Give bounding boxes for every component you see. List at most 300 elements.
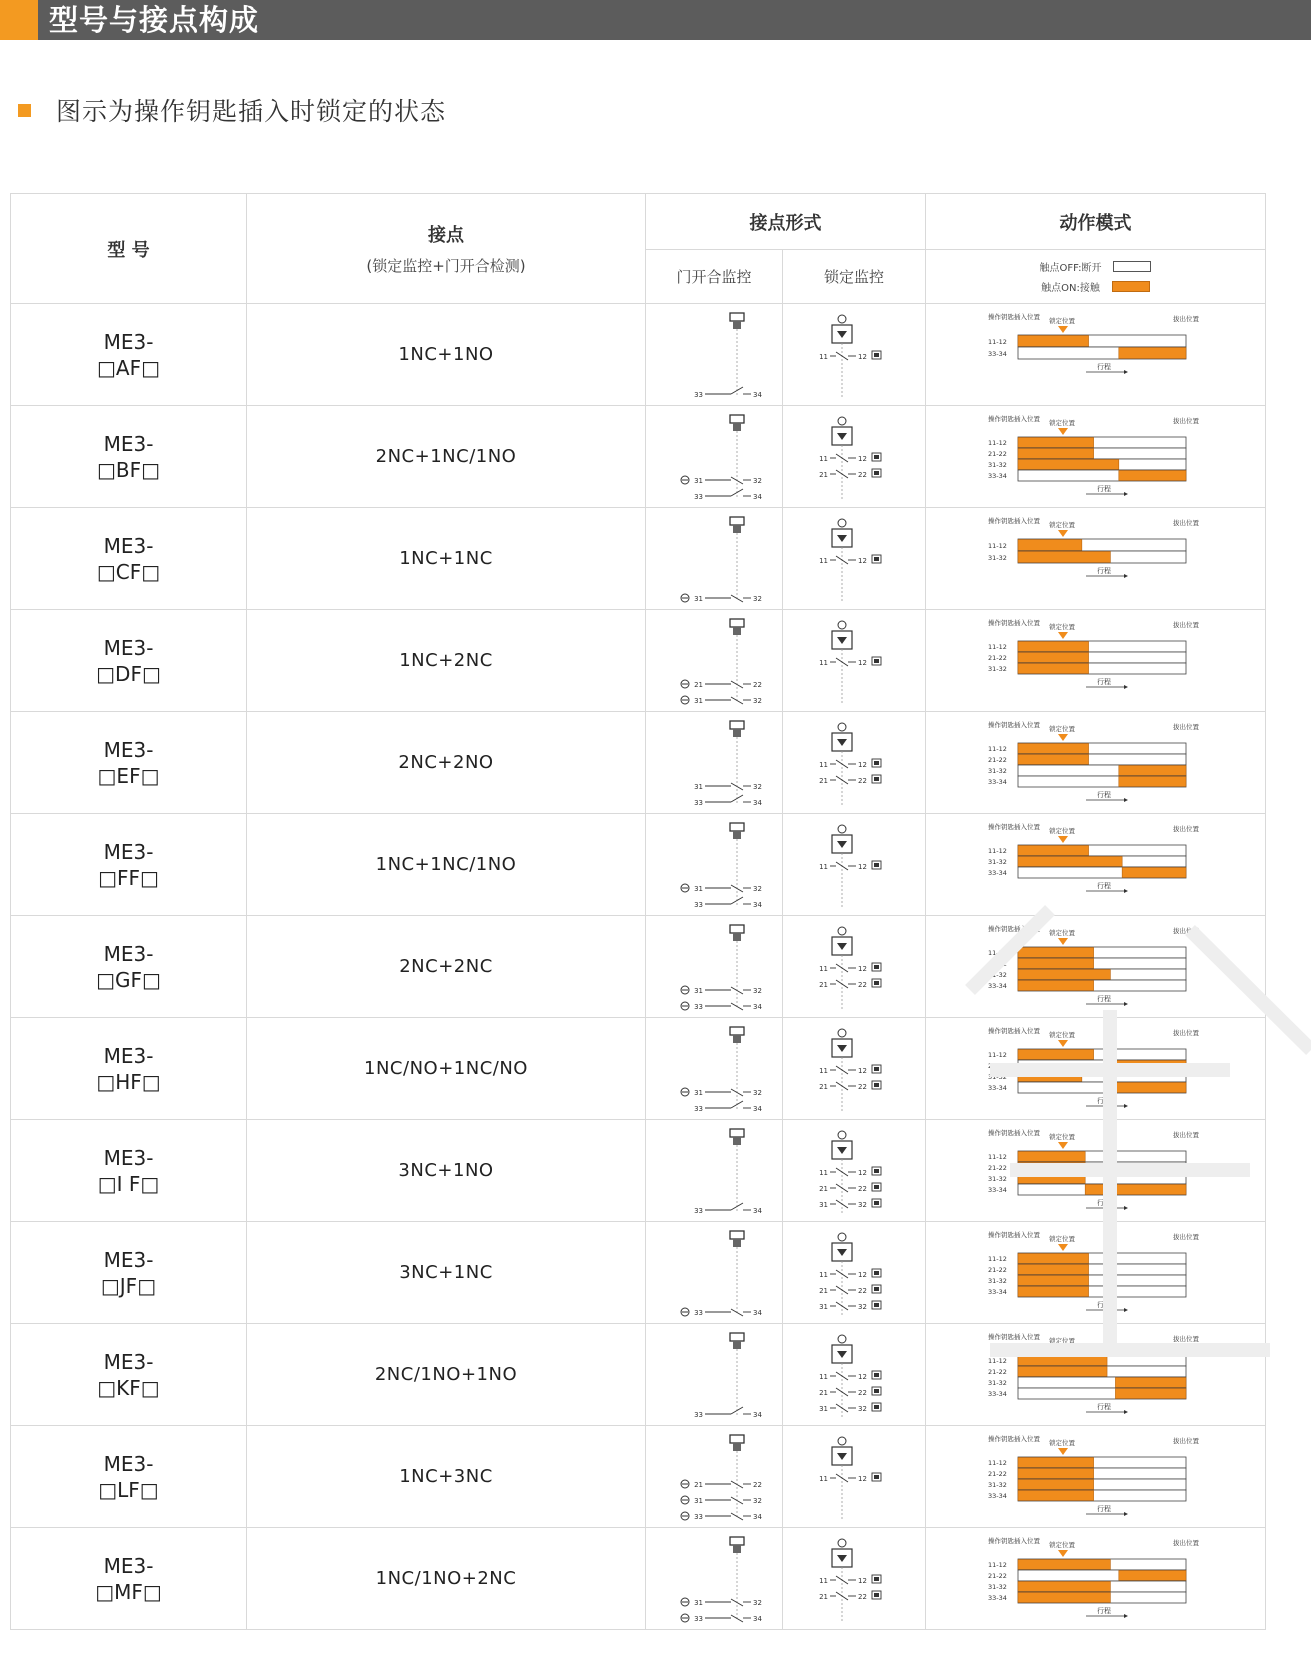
terminal-label: 33	[694, 1104, 703, 1113]
timing-row	[988, 969, 1186, 980]
on-bar	[1018, 1071, 1082, 1081]
door-diagram-cell	[646, 1426, 783, 1528]
timing-row	[988, 652, 1186, 663]
key-head-icon	[730, 1027, 744, 1035]
lock-contact	[819, 1387, 881, 1397]
terminal-label: 11	[819, 1168, 828, 1177]
model-code: □BF□	[96, 457, 161, 482]
pull-position-label: 拔出位置	[1172, 518, 1199, 527]
pull-position-label: 拔出位置	[1172, 926, 1199, 935]
lock-position-label: 锁定位置	[1048, 418, 1075, 427]
terminal-label: 31	[694, 696, 703, 705]
contact-pair-label: 33-34	[987, 1491, 1007, 1500]
lock-position-label: 锁定位置	[1048, 724, 1075, 733]
on-bar	[1018, 448, 1094, 458]
key-shaft-icon	[733, 1035, 741, 1043]
title-accent	[0, 0, 38, 40]
contact-pair-label: 33-34	[987, 1185, 1007, 1194]
key-shaft-icon	[733, 1443, 741, 1451]
timing-chart	[986, 1329, 1206, 1421]
door-contact	[694, 489, 762, 501]
insert-position-label: 操作钥匙插入位置	[987, 1026, 1040, 1035]
arrow-right-icon	[1124, 1614, 1128, 1618]
terminal-label: 22	[858, 1592, 867, 1601]
contact-pair-label: 11-12	[987, 642, 1007, 651]
lock-position-marker-icon	[1058, 326, 1068, 333]
on-bar	[1118, 470, 1185, 480]
table-row	[11, 916, 1266, 1018]
terminal-label: 33	[694, 798, 703, 807]
timing-chart	[986, 309, 1206, 401]
table-row	[11, 1426, 1266, 1528]
contact-config: 1NC+1NC/1NO	[375, 854, 517, 875]
model-code: □DF□	[96, 661, 161, 686]
indicator-lamp-icon	[838, 315, 846, 323]
timing-row	[988, 539, 1186, 551]
lock-contact	[819, 963, 881, 973]
door-contact	[694, 1407, 762, 1419]
door-contact	[681, 680, 762, 689]
header-form-door: 门开合监控	[646, 250, 783, 304]
terminal-label: 32	[753, 1598, 762, 1607]
lock-diagram-cell	[783, 814, 926, 916]
contact-pair-label: 31-32	[987, 1378, 1007, 1387]
lock-contact	[819, 1403, 881, 1413]
on-bar	[1018, 947, 1094, 957]
key-head-icon	[730, 415, 744, 423]
timing-row	[988, 663, 1186, 674]
on-bar	[1018, 980, 1094, 990]
terminal-label: 22	[858, 470, 867, 479]
door-diagram-cell	[646, 406, 783, 508]
door-diagram-cell	[646, 610, 783, 712]
key-shaft-icon	[733, 831, 741, 839]
timing-row	[988, 1581, 1186, 1592]
indicator-lamp-icon	[838, 417, 846, 425]
terminal-label: 34	[753, 1308, 762, 1317]
model-cell	[11, 1120, 247, 1222]
diode-icon	[837, 1453, 847, 1460]
on-bar	[1018, 459, 1119, 469]
arrow-right-icon	[1124, 889, 1128, 893]
action-mode-cell	[926, 916, 1266, 1018]
model-prefix: ME3-	[103, 1553, 154, 1578]
timing-row	[988, 1151, 1186, 1162]
timing-row	[988, 437, 1186, 448]
contact-pair-label: 11-12	[987, 438, 1007, 447]
model-code: □AF□	[97, 355, 160, 380]
on-bar	[1018, 551, 1110, 562]
terminal-label: 32	[858, 1302, 867, 1311]
contact-pair-label: 33-34	[987, 1593, 1007, 1602]
header-form-lock: 锁定监控	[783, 250, 926, 304]
on-bar	[1018, 1162, 1085, 1172]
lock-diagram-cell	[783, 712, 926, 814]
door-contact	[681, 1496, 762, 1505]
lock-diagram-cell	[783, 1120, 926, 1222]
lock-position-label: 锁定位置	[1048, 622, 1075, 631]
door-diagram-cell	[646, 1120, 783, 1222]
key-shaft-icon	[733, 1341, 741, 1349]
insert-position-label: 操作钥匙插入位置	[987, 822, 1040, 831]
lock-contact	[819, 775, 881, 785]
on-bar	[1085, 1184, 1186, 1194]
contact-pair-label: 31-32	[987, 1480, 1007, 1489]
on-bar	[1018, 663, 1089, 673]
action-mode-cell	[926, 610, 1266, 712]
table-row	[11, 814, 1266, 916]
contact-pair-label: 31-32	[987, 766, 1007, 775]
terminal-label: 12	[858, 760, 867, 769]
timing-row	[988, 1060, 1186, 1071]
terminal-label: 11	[819, 1066, 828, 1075]
stroke-label: 行程	[1096, 1198, 1111, 1207]
stroke-label: 行程	[1096, 484, 1111, 493]
lock-contact	[819, 1167, 881, 1177]
model-prefix: ME3-	[103, 737, 154, 762]
stroke-label: 行程	[1096, 881, 1111, 890]
door-diagram-cell	[646, 1222, 783, 1324]
door-switch-diagram	[659, 921, 769, 1013]
timing-row	[988, 845, 1186, 856]
lock-position-marker-icon	[1058, 1550, 1068, 1557]
on-bar	[1018, 1559, 1110, 1569]
timing-row	[988, 1570, 1186, 1581]
terminal-label: 12	[858, 454, 867, 463]
terminal-label: 31	[694, 986, 703, 995]
contact-cell	[247, 1324, 646, 1426]
on-bar	[1118, 776, 1185, 786]
lock-switch-diagram	[804, 1023, 904, 1115]
model-cell	[11, 1528, 247, 1630]
pull-position-label: 拔出位置	[1172, 1028, 1199, 1037]
door-contact	[694, 1101, 762, 1113]
terminal-label: 11	[819, 760, 828, 769]
contact-pair-label: 31-32	[987, 970, 1007, 979]
contact-pair-label: 21-22	[987, 1367, 1007, 1376]
contact-pair-label: 21-22	[987, 1163, 1007, 1172]
indicator-lamp-icon	[838, 621, 846, 629]
contact-pair-label: 31-32	[987, 1582, 1007, 1591]
contact-pair-label: 11-12	[987, 1152, 1007, 1161]
model-code: □KF□	[97, 1375, 160, 1400]
model-code: □CF□	[96, 559, 161, 584]
terminal-label: 12	[858, 556, 867, 565]
lock-contact	[819, 469, 881, 479]
terminal-label: 12	[858, 964, 867, 973]
contact-pair-label: 31-32	[987, 460, 1007, 469]
lock-switch-diagram	[804, 819, 904, 911]
terminal-label: 12	[858, 352, 867, 361]
terminal-label: 34	[753, 1206, 762, 1215]
key-head-icon	[730, 1537, 744, 1545]
contact-config: 1NC+1NC	[399, 548, 493, 569]
timing-chart	[986, 1023, 1206, 1115]
terminal-label: 33	[694, 900, 703, 909]
timing-chart	[986, 1125, 1206, 1217]
on-bar	[1018, 969, 1110, 979]
stroke-label: 行程	[1096, 790, 1111, 799]
door-diagram-cell	[646, 712, 783, 814]
diode-icon	[837, 637, 847, 644]
lock-contact	[819, 351, 881, 361]
on-bar	[1018, 1468, 1094, 1478]
terminal-label: 11	[819, 658, 828, 667]
indicator-lamp-icon	[838, 927, 846, 935]
contact-pair-label: 33-34	[987, 1083, 1007, 1092]
pull-position-label: 拔出位置	[1172, 416, 1199, 425]
terminal-label: 22	[753, 1480, 762, 1489]
on-bar	[1018, 856, 1122, 866]
model-prefix: ME3-	[103, 1451, 154, 1476]
terminal-label: 11	[819, 1576, 828, 1585]
legend-on-label: 触点ON:接触	[1041, 283, 1100, 294]
door-switch-diagram	[659, 309, 769, 401]
door-contact	[694, 387, 762, 399]
on-bar	[1122, 867, 1186, 877]
model-cell	[11, 712, 247, 814]
insert-position-label: 操作钥匙插入位置	[987, 618, 1040, 627]
terminal-label: 22	[858, 980, 867, 989]
page-title: 型号与接点构成	[49, 3, 260, 37]
terminal-label: 31	[819, 1200, 828, 1209]
door-diagram-cell	[646, 508, 783, 610]
indicator-lamp-icon	[838, 1131, 846, 1139]
stroke-label: 行程	[1096, 1300, 1111, 1309]
timing-row	[988, 856, 1186, 867]
model-prefix: ME3-	[103, 839, 154, 864]
key-head-icon	[730, 823, 744, 831]
insert-position-label: 操作钥匙插入位置	[987, 414, 1040, 423]
table-row	[11, 610, 1266, 712]
insert-position-label: 操作钥匙插入位置	[987, 516, 1040, 525]
model-cell	[11, 508, 247, 610]
lock-contact	[819, 1285, 881, 1295]
action-mode-cell	[926, 1528, 1266, 1630]
door-diagram-cell	[646, 1324, 783, 1426]
contact-pair-label: 21-22	[987, 1571, 1007, 1580]
table-row	[11, 304, 1266, 406]
action-mode-cell	[926, 1324, 1266, 1426]
lock-position-marker-icon	[1058, 1448, 1068, 1455]
on-bar	[1018, 743, 1089, 753]
model-prefix: ME3-	[103, 635, 154, 660]
terminal-label: 12	[858, 1372, 867, 1381]
model-code: □EF□	[97, 763, 160, 788]
contact-pair-label: 11-12	[987, 948, 1007, 957]
key-shaft-icon	[733, 1545, 741, 1553]
timing-chart	[986, 411, 1206, 503]
terminal-label: 21	[819, 1184, 828, 1193]
lock-diagram-cell	[783, 508, 926, 610]
contact-pair-label: 11-12	[987, 1050, 1007, 1059]
lock-switch-diagram	[804, 1329, 904, 1421]
terminal-label: 22	[858, 1184, 867, 1193]
terminal-label: 21	[819, 776, 828, 785]
terminal-label: 12	[858, 1474, 867, 1483]
key-shaft-icon	[733, 1239, 741, 1247]
table-row	[11, 508, 1266, 610]
lock-diagram-cell	[783, 1426, 926, 1528]
on-bar	[1018, 958, 1094, 968]
door-contact	[681, 476, 762, 485]
lock-diagram-cell	[783, 916, 926, 1018]
indicator-lamp-icon	[838, 723, 846, 731]
door-contact	[694, 795, 762, 807]
terminal-label: 34	[753, 1002, 762, 1011]
door-switch-diagram	[659, 1329, 769, 1421]
terminal-label: 12	[858, 1576, 867, 1585]
key-shaft-icon	[733, 525, 741, 533]
timing-row	[988, 1264, 1186, 1275]
lock-position-label: 锁定位置	[1048, 1540, 1075, 1549]
table-row	[11, 1324, 1266, 1426]
pull-position-label: 拔出位置	[1172, 314, 1199, 323]
contact-pair-label: 31-32	[987, 1276, 1007, 1285]
lock-position-marker-icon	[1058, 1346, 1068, 1353]
diode-icon	[837, 535, 847, 542]
lock-switch-diagram	[804, 309, 904, 401]
terminal-label: 22	[858, 1286, 867, 1295]
lock-position-marker-icon	[1058, 1142, 1068, 1149]
contact-pair-label: 21-22	[987, 755, 1007, 764]
indicator-lamp-icon	[838, 1539, 846, 1547]
contact-pair-label: 21-22	[987, 653, 1007, 662]
lock-contact	[819, 453, 881, 463]
lock-contact	[819, 1473, 881, 1483]
contact-pair-label: 33-34	[987, 777, 1007, 786]
terminal-label: 22	[753, 680, 762, 689]
stroke-label: 行程	[1096, 1402, 1111, 1411]
timing-row	[988, 1366, 1186, 1377]
key-head-icon	[730, 619, 744, 627]
timing-row	[988, 551, 1186, 563]
model-prefix: ME3-	[103, 1043, 154, 1068]
terminal-label: 32	[753, 782, 762, 791]
table-row	[11, 1528, 1266, 1630]
model-code: □GF□	[96, 967, 161, 992]
timing-row	[988, 347, 1186, 359]
terminal-label: 33	[694, 1206, 703, 1215]
lock-switch-diagram	[804, 1533, 904, 1625]
insert-position-label: 操作钥匙插入位置	[987, 1434, 1040, 1443]
timing-row	[988, 1049, 1186, 1060]
terminal-label: 32	[753, 476, 762, 485]
terminal-label: 34	[753, 798, 762, 807]
on-bar	[1018, 1151, 1085, 1161]
contact-cell	[247, 610, 646, 712]
contact-cell	[247, 508, 646, 610]
diode-icon	[837, 943, 847, 950]
contact-pair-label: 21-22	[987, 1265, 1007, 1274]
pull-position-label: 拔出位置	[1172, 1334, 1199, 1343]
contact-pair-label: 11-12	[987, 541, 1007, 550]
terminal-label: 31	[694, 782, 703, 791]
contact-config: 2NC+2NC	[399, 956, 493, 977]
lock-position-label: 锁定位置	[1048, 316, 1075, 325]
on-bar	[1018, 1253, 1089, 1263]
lock-contact	[819, 657, 881, 667]
diode-icon	[837, 433, 847, 440]
terminal-label: 31	[694, 884, 703, 893]
contact-pair-label: 11-12	[987, 337, 1007, 346]
contact-pair-label: 33-34	[987, 471, 1007, 480]
timing-row	[988, 1082, 1186, 1093]
lock-diagram-cell	[783, 1222, 926, 1324]
door-contact	[694, 1203, 762, 1215]
lock-contact	[819, 1269, 881, 1279]
terminal-label: 22	[858, 1082, 867, 1091]
bullet-square-icon	[18, 104, 31, 117]
lock-contact	[819, 1183, 881, 1193]
contact-config: 1NC+1NO	[398, 344, 494, 365]
timing-chart	[986, 921, 1206, 1013]
timing-chart	[986, 513, 1206, 605]
door-switch-diagram	[659, 615, 769, 707]
door-switch-diagram	[659, 1125, 769, 1217]
contact-pair-label: 11-12	[987, 1458, 1007, 1467]
lock-position-label: 锁定位置	[1048, 928, 1075, 937]
key-shaft-icon	[733, 933, 741, 941]
timing-row	[988, 1559, 1186, 1570]
lock-switch-diagram	[804, 1125, 904, 1217]
door-contact	[694, 897, 762, 909]
lock-position-label: 锁定位置	[1048, 1336, 1075, 1345]
key-head-icon	[730, 721, 744, 729]
legend-off-swatch	[1113, 261, 1151, 272]
lock-position-marker-icon	[1058, 734, 1068, 741]
terminal-label: 31	[694, 1496, 703, 1505]
header-mode-legend	[926, 250, 1266, 304]
diode-icon	[837, 1045, 847, 1052]
legend-off-label: 触点OFF:断开	[1039, 263, 1102, 274]
contact-pair-label: 31-32	[987, 1174, 1007, 1183]
action-mode-cell	[926, 508, 1266, 610]
legend-on-swatch	[1112, 281, 1150, 292]
lock-position-marker-icon	[1058, 1244, 1068, 1251]
on-bar	[1018, 1264, 1089, 1274]
lock-contact	[819, 1065, 881, 1075]
terminal-label: 12	[858, 1270, 867, 1279]
contact-pair-label: 33-34	[987, 981, 1007, 990]
terminal-label: 22	[858, 1388, 867, 1397]
on-bar	[1018, 1366, 1107, 1376]
timing-row	[988, 1173, 1186, 1184]
door-contact	[694, 783, 762, 791]
contact-config: 2NC+2NO	[398, 752, 494, 773]
on-bar	[1018, 437, 1094, 447]
contact-config: 1NC+2NC	[399, 650, 493, 671]
stroke-label: 行程	[1096, 994, 1111, 1003]
header-model: 型 号	[11, 194, 247, 304]
timing-row	[988, 1457, 1186, 1468]
diode-icon	[837, 1249, 847, 1256]
action-mode-cell	[926, 814, 1266, 916]
contact-pair-label: 11-12	[987, 1356, 1007, 1365]
terminal-label: 33	[694, 1308, 703, 1317]
table-row	[11, 712, 1266, 814]
model-prefix: ME3-	[103, 329, 154, 354]
terminal-label: 33	[694, 1614, 703, 1623]
indicator-lamp-icon	[838, 825, 846, 833]
action-mode-cell	[926, 1120, 1266, 1222]
model-prefix: ME3-	[103, 1349, 154, 1374]
model-prefix: ME3-	[103, 941, 154, 966]
contact-pair-label: 11-12	[987, 1254, 1007, 1263]
terminal-label: 32	[753, 1496, 762, 1505]
door-switch-diagram	[659, 1431, 769, 1523]
arrow-right-icon	[1124, 574, 1128, 578]
